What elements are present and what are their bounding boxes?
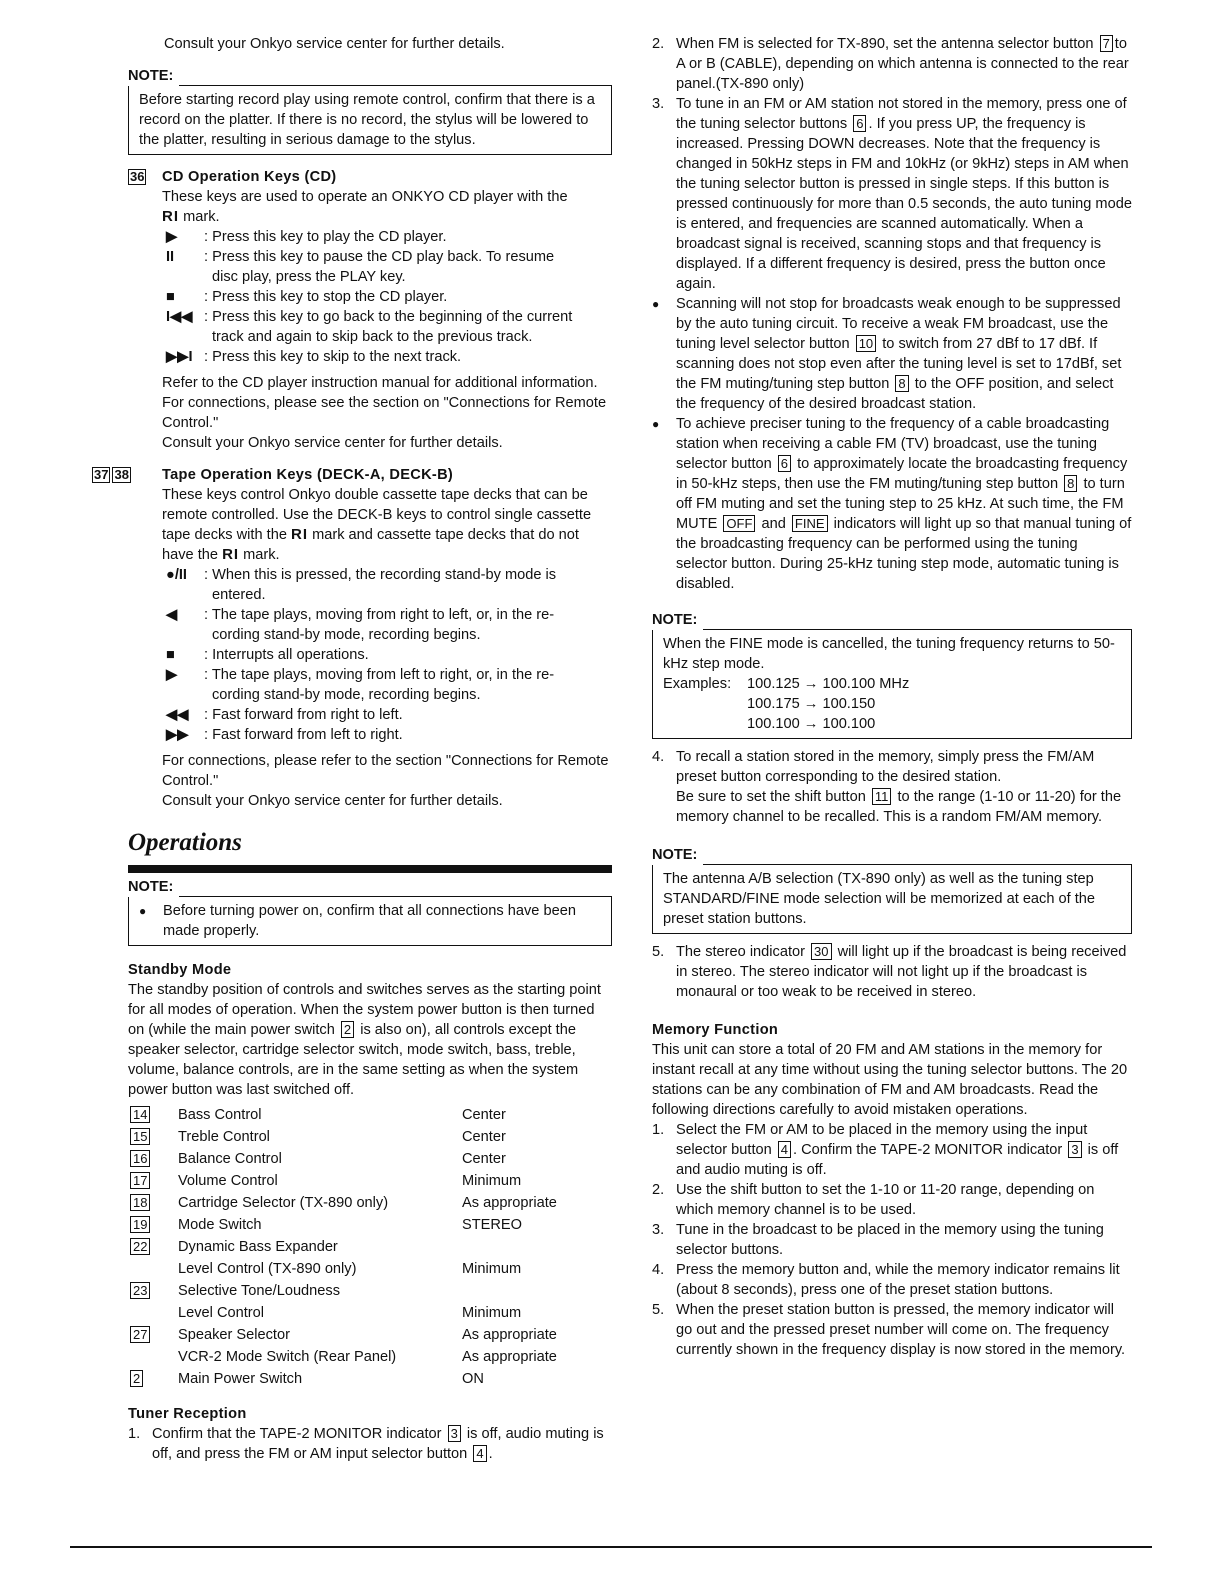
control-number: 3: [448, 1425, 461, 1442]
control-number: 27: [130, 1326, 150, 1343]
note-rule: [703, 850, 1132, 865]
control-number: 6: [853, 115, 866, 132]
note-label: NOTE:: [128, 879, 174, 895]
key-row: ●/II : When this is pressed, the recording stand-by mode is entered.: [162, 565, 612, 605]
note-fine-mode: [652, 610, 1132, 739]
record-pause-icon: ●/II: [166, 567, 187, 583]
key-row: ▶ : The tape plays, moving from left to right, or, in the re- cording stand-by mode, recording begins.: [162, 665, 612, 705]
right-column: [652, 34, 1132, 1360]
key-row: ▶▶I : Press this key to skip to the next track.: [162, 347, 612, 367]
section-intro: These keys control Onkyo double cassette tape decks that can be remote controlled. Use the DECK-B keys to control single cassette tape decks with the RI mark and cassette tape decks that do not have the RI mark.: [162, 487, 592, 563]
operations-heading: Operations: [128, 829, 242, 856]
footer-rule: [70, 1546, 1152, 1548]
stop-icon: ■: [166, 647, 175, 663]
key-row: ■ : Interrupts all operations.: [162, 645, 612, 665]
list-item: 4. To recall a station stored in the memory, simply press the FM/AM preset button corresponding to the desired station. Be sure to set the shift button 11 to the range (1-10 or 11-20) for the memory channel to be recalled. This is a random FM/AM memory.: [652, 749, 1122, 825]
key-row: ◀ : The tape plays, moving from right to left, or, in the re- cording stand-by mode, recording begins.: [162, 605, 612, 645]
note-memorized: [652, 845, 1132, 934]
list-item: 2. When FM is selected for TX-890, set the antenna selector button 7 to A or B (CABLE), depending on which antenna is connected to the rear panel.(TX-890 only): [652, 36, 1129, 92]
control-number: 15: [130, 1128, 150, 1145]
key-row: I◀◀ : Press this key to go back to the beginning of the current track and again to skip back to the previous track.: [162, 307, 612, 347]
note-text: The antenna A/B selection (TX-890 only) as well as the tuning step STANDARD/FINE mode selection will be memorized at each of the preset station buttons.: [663, 871, 1096, 927]
note-box: [128, 897, 612, 946]
control-number: 17: [130, 1172, 150, 1189]
memory-title: Memory Function: [652, 1022, 779, 1038]
section-intro: These keys are used to operate an ONKYO CD player with the RI mark.: [162, 189, 568, 225]
table-row: Level Control Minimum: [178, 1305, 522, 1321]
refer-text: Refer to the CD player instruction manual for additional information.: [162, 375, 598, 391]
note-rule: [179, 71, 612, 86]
note-text: Before starting record play using remote control, confirm that there is a record on the platter. If there is no record, the stylus will be lowered to the platter, resulting in serious damage to the stylus.: [139, 92, 595, 148]
control-number: 10: [856, 335, 876, 352]
list-item: 3. To tune in an FM or AM station not stored in the memory, press one of the tuning selector buttons 6 . If you press UP, the frequency is increased. Pressing DOWN decreases. Note that the frequency is changed in 50kHz steps in FM and 10kHz (or 9kHz) steps in AM when the tuning selector button is pressed in single steps. If this button is pressed continuously for more than 0.5 seconds, the auto tuning mode is entered, and frequencies are scanned automatically. When a broadcast signal is received, scanning stops and that frequency is displayed. If a different frequency is desired, press the button once again.: [652, 96, 1132, 292]
note-label: NOTE:: [652, 847, 698, 863]
note-box: [128, 86, 612, 155]
memory-steps: [652, 1120, 1132, 1360]
consult-text: Consult your Onkyo service center for further details.: [162, 793, 503, 809]
list-item: 4. Press the memory button and, while the memory indicator remains lit (about 8 seconds), press one of the preset station buttons.: [652, 1262, 1120, 1298]
bullet-icon: ●: [652, 417, 660, 431]
section-title: CD Operation Keys (CD): [162, 169, 337, 185]
key-row: ■ : Press this key to stop the CD player.: [162, 287, 612, 307]
section-number: 37: [94, 467, 109, 482]
control-number: 30: [811, 943, 831, 960]
example-value: 100.175 → 100.150: [747, 696, 876, 712]
list-item: 1. Select the FM or AM to be placed in the memory using the input selector button 4 . Confirm the TAPE-2 MONITOR indicator 3 is off and audio muting is off.: [652, 1122, 1119, 1178]
key-list: [162, 227, 612, 367]
note-text: Before turning power on, confirm that all connections have been made properly.: [163, 903, 576, 939]
memory-intro: This unit can store a total of 20 FM and AM stations in the memory for instant recall at any time without using the tuning selector buttons. The 20 stations can be any combination of FM and AM broadcasts. Read the following directions carefully to avoid mistaken operations.: [652, 1042, 1128, 1118]
fast-forward-icon: ▶▶: [166, 727, 189, 743]
table-row: 18 Cartridge Selector (TX-890 only) As appropriate: [128, 1192, 612, 1214]
list-item: 2. Use the shift button to set the 1-10 or 11-20 range, depending on which memory channel is to be used.: [652, 1182, 1095, 1218]
left-column: [94, 34, 612, 1464]
table-row: 17 Volume Control Minimum: [128, 1170, 612, 1192]
cd-keys-section: [128, 167, 612, 453]
control-number: 4: [778, 1141, 791, 1158]
section-title: Tape Operation Keys (DECK-A, DECK-B): [162, 467, 454, 483]
stop-icon: ■: [166, 289, 175, 305]
table-row: Level Control (TX-890 only) Minimum: [178, 1261, 522, 1277]
consult-text: Consult your Onkyo service center for further details.: [162, 435, 503, 451]
table-row: 14 Bass Control Center: [128, 1104, 612, 1126]
note-connections: [128, 877, 612, 946]
table-row: 22 Dynamic Bass Expander: [128, 1236, 612, 1258]
note-rule: [703, 615, 1132, 630]
list-item: ● To achieve preciser tuning to the frequency of a cable broadcasting station when receiving a cable FM (TV) broadcast, use the tuning selector button 6 to approximately locate the broadcasting frequency in 50-kHz steps, then use the FM muting/tuning step button 8 to turn off FM muting and set the tuning step to 25 kHz. At such time, the FM MUTE OFF and FINE indicators will light up so that manual tuning of the broadcasting frequency can be performed using the tuning selector button. During 25-kHz tuning step mode, automatic tuning is disabled.: [652, 416, 1132, 592]
tuner-steps: [128, 1424, 612, 1464]
connections-text: For connections, please see the section on "Connections for Remote Control.": [162, 395, 607, 431]
tuner-steps-continued: [652, 34, 1132, 294]
note-box: [652, 630, 1132, 739]
control-number: 8: [895, 375, 908, 392]
note-text: When the FINE mode is cancelled, the tuning frequency returns to 50-kHz step mode.: [663, 636, 1115, 672]
control-number: 6: [778, 455, 791, 472]
tuner-steps-continued: [652, 747, 1132, 827]
skip-back-icon: I◀◀: [166, 309, 193, 325]
heading-bar: [128, 865, 612, 873]
skip-forward-icon: ▶▶I: [166, 349, 193, 365]
table-row: 16 Balance Control Center: [128, 1148, 612, 1170]
list-item: 5. The stereo indicator 30 will light up if the broadcast is being received in stereo. The stereo indicator will not light up if the broadcast is monaural or too weak to be received in stereo.: [652, 944, 1127, 1000]
table-row: 15 Treble Control Center: [128, 1126, 612, 1148]
consult-text: Consult your Onkyo service center for further details.: [164, 36, 505, 52]
play-icon: ▶: [166, 229, 178, 245]
control-number: 18: [130, 1194, 150, 1211]
pause-icon: II: [166, 249, 175, 265]
table-row: 23 Selective Tone/Loudness: [128, 1280, 612, 1302]
control-number: 2: [130, 1370, 143, 1387]
note-label: NOTE:: [652, 612, 698, 628]
reverse-play-icon: ◀: [166, 607, 178, 623]
connections-text: For connections, please refer to the section "Connections for Remote Control.": [162, 753, 609, 789]
note-remote-record: [128, 66, 612, 155]
table-row: 19 Mode Switch STEREO: [128, 1214, 612, 1236]
standby-text: The standby position of controls and switches serves as the starting point for all modes of operation. When the system power button is then turned on (while the main power switch 2 is also on), all controls except the speaker selector, cartridge selector switch, mode switch, bass, treble, volume, balance controls, are in the same setting as when the system power button was last switched off.: [128, 982, 601, 1098]
list-item: 3. Tune in the broadcast to be placed in the memory using the tuning selector buttons.: [652, 1222, 1104, 1258]
fast-reverse-icon: ◀◀: [166, 707, 189, 723]
list-item: ● Scanning will not stop for broadcasts weak enough to be suppressed by the auto tuning circuit. To receive a weak FM broadcast, use the tuning level selector button 10 to switch from 27 dBf to 17 dBf. If scanning does not stop even after the tuning level is set to 17dBf, set the FM muting/tuning step button 8 to the OFF position, and select the frequency of the desired broadcast station.: [652, 296, 1122, 412]
tuner-steps-continued: [652, 942, 1132, 1002]
section-number: 38: [114, 467, 129, 482]
standby-table: [128, 1104, 612, 1390]
control-number: 11: [872, 788, 892, 805]
control-number: 7: [1100, 35, 1113, 52]
control-number: 8: [1064, 475, 1077, 492]
ri-logo: RI: [162, 208, 179, 225]
standby-title: Standby Mode: [128, 962, 232, 978]
note-rule: [179, 882, 612, 897]
control-number: 4: [473, 1445, 486, 1462]
key-row: ▶ : Press this key to play the CD player.: [162, 227, 612, 247]
example-value: 100.125 → 100.100 MHz: [747, 676, 910, 692]
bullet-icon: ●: [652, 297, 660, 311]
ri-logo: RI: [222, 546, 240, 563]
list-item: 1. Confirm that the TAPE-2 MONITOR indicator 3 is off, audio muting is off, and press the FM or AM input selector button 4 .: [128, 1426, 604, 1462]
examples-label: Examples:: [663, 676, 732, 692]
table-row: VCR-2 Mode Switch (Rear Panel) As appropriate: [178, 1349, 557, 1365]
indicator-label: OFF: [723, 515, 755, 532]
tuner-title: Tuner Reception: [128, 1406, 247, 1422]
key-row: ◀◀ : Fast forward from right to left.: [162, 705, 612, 725]
table-row: 2 Main Power Switch ON: [128, 1368, 612, 1390]
bullet-icon: ●: [139, 904, 147, 918]
section-number: 36: [130, 169, 145, 184]
examples: [663, 674, 1121, 734]
control-number: 19: [130, 1216, 150, 1233]
control-number: 14: [130, 1106, 150, 1123]
control-number: 22: [130, 1238, 150, 1255]
key-row: II : Press this key to pause the CD play back. To resume disc play, press the PLAY key.: [162, 247, 612, 287]
tape-keys-section: [92, 465, 612, 811]
control-number: 23: [130, 1282, 150, 1299]
play-icon: ▶: [166, 667, 178, 683]
example-value: 100.100 → 100.100: [747, 716, 876, 732]
control-number: 2: [341, 1021, 354, 1038]
control-number: 3: [1068, 1141, 1081, 1158]
note-box: [652, 865, 1132, 934]
ri-logo: RI: [291, 526, 308, 543]
control-number: 16: [130, 1150, 150, 1167]
key-row: ▶▶ : Fast forward from left to right.: [162, 725, 612, 745]
table-row: 27 Speaker Selector As appropriate: [128, 1324, 612, 1346]
list-item: 5. When the preset station button is pressed, the memory indicator will go out and the pressed preset number will come on. The frequency currently shown in the frequency display is now stored in the memory.: [652, 1302, 1126, 1358]
note-label: NOTE:: [128, 68, 174, 84]
indicator-label: FINE: [792, 515, 828, 532]
key-list: [162, 565, 612, 745]
